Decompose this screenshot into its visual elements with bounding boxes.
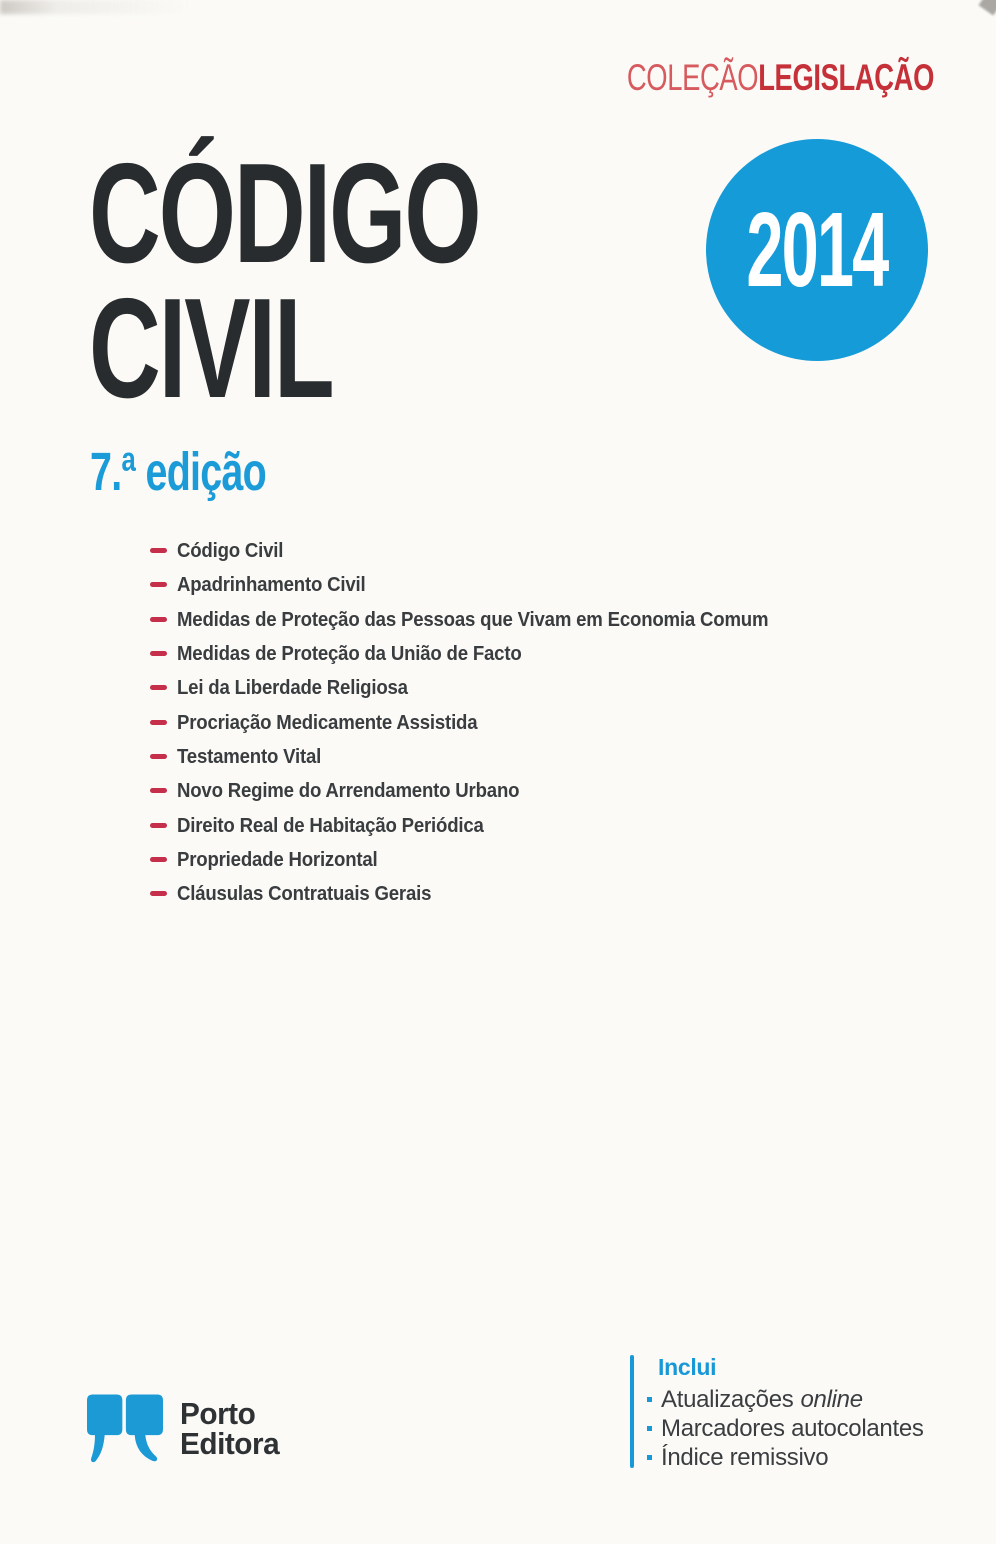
year-badge — [706, 139, 928, 361]
list-item — [150, 747, 813, 781]
edition-label: 7.ª edição — [90, 442, 267, 502]
square-bullet-icon — [647, 1397, 652, 1402]
square-bullet-icon — [647, 1455, 652, 1460]
list-item — [150, 850, 813, 884]
list-item — [150, 713, 813, 747]
scan-smudge-top-left — [0, 0, 190, 14]
dash-bullet-icon — [150, 685, 167, 690]
dash-bullet-icon — [150, 548, 167, 553]
list-item — [150, 816, 813, 850]
list-item — [150, 644, 813, 678]
list-item — [150, 610, 813, 644]
scan-speck-top-right — [978, 0, 996, 16]
list-item — [150, 541, 813, 575]
includes-accent-bar — [630, 1355, 634, 1468]
dash-bullet-icon — [150, 788, 167, 793]
contents-item-label: Medidas de Proteção da União de Facto — [177, 643, 522, 666]
publisher-name — [180, 1396, 280, 1461]
contents-item-label: Direito Real de Habitação Periódica — [177, 814, 484, 837]
list-item — [150, 884, 813, 918]
list-item — [150, 575, 813, 609]
includes-item-italic: online — [800, 1385, 863, 1413]
includes-item-label: Marcadores autocolantes — [661, 1414, 924, 1442]
list-item — [150, 781, 813, 815]
dash-bullet-icon — [150, 582, 167, 587]
list-item — [647, 1414, 924, 1443]
dash-bullet-icon — [150, 823, 167, 828]
contents-item-label: Procriação Medicamente Assistida — [177, 711, 478, 734]
dash-bullet-icon — [150, 891, 167, 896]
contents-item-label: Medidas de Proteção das Pessoas que Vivam em Economia Comum — [177, 608, 769, 631]
dash-bullet-icon — [150, 617, 167, 622]
contents-item-label: Apadrinhamento Civil — [177, 574, 366, 597]
includes-item-label: Atualizações — [661, 1385, 794, 1413]
dash-bullet-icon — [150, 754, 167, 759]
publisher-name-line2: Editora — [180, 1426, 280, 1461]
dash-bullet-icon — [150, 857, 167, 862]
book-title-line1: CÓDIGO — [89, 134, 480, 293]
dash-bullet-icon — [150, 720, 167, 725]
book-title-line2: CIVIL — [89, 269, 333, 428]
contents-item-label: Testamento Vital — [177, 746, 322, 769]
includes-heading: Inclui — [658, 1354, 717, 1380]
list-item — [150, 678, 813, 712]
publisher-name-line1: Porto — [180, 1396, 256, 1431]
year-label: 2014 — [746, 190, 888, 309]
contents-item-label: Código Civil — [177, 540, 284, 562]
series-name: LEGISLAÇÃO — [758, 57, 934, 98]
contents-item-label: Cláusulas Contratuais Gerais — [177, 883, 432, 906]
collection-brand-line — [627, 57, 934, 99]
includes-list — [647, 1385, 924, 1472]
square-bullet-icon — [647, 1426, 652, 1431]
list-item — [647, 1443, 924, 1472]
includes-item-label: Índice remissivo — [661, 1443, 829, 1471]
contents-item-label: Novo Regime do Arrendamento Urbano — [177, 780, 520, 803]
contents-item-label: Lei da Liberdade Religiosa — [177, 677, 408, 700]
book-title — [89, 134, 480, 428]
list-item — [647, 1385, 924, 1414]
porto-editora-logo-icon — [87, 1393, 163, 1470]
dash-bullet-icon — [150, 651, 167, 656]
contents-item-label: Propriedade Horizontal — [177, 849, 378, 872]
contents-list — [150, 541, 813, 919]
collection-name: COLEÇÃO — [626, 57, 759, 98]
